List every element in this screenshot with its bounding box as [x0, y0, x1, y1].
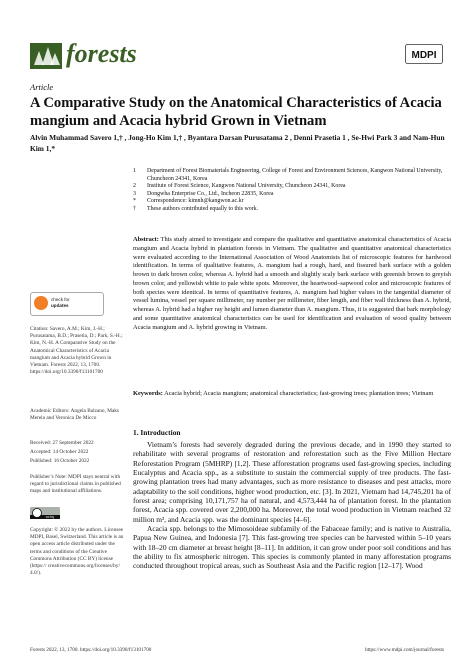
article-title: A Comparative Study on the Anatomical Characteristics of Acacia mangium and Acacia hybrid Grown in Vietnam	[30, 95, 442, 129]
equal-contribution-note: † These authors contributed equally to this work.	[133, 205, 259, 212]
keywords-label: Keywords:	[133, 390, 163, 397]
published-date: Published: 16 October 2022	[30, 458, 90, 464]
paragraph: Acacia spp. belongs to the Mimosoideae subfamily of the Fabaceae family; and is native to Australia, Papua New Guinea, and Indonesia [7]. This fast-growing tree species can be harvested within 5–10 years with 18–20 cm diameter at breast height [8–11]. In addition, it can grow under poor soil conditions and has the ability to fix atmospheric nitrogen. This species is commonly planted in many afforestation programs conducted throughout tropical areas, such as Southeast Asia and the Pacific region [12–17]. Wood	[133, 524, 451, 571]
check-updates-icon	[34, 296, 48, 310]
copyright-notice: Copyright: © 2022 by the authors. Licensee MDPI, Basel, Switzerland. This article is an open access article distributed under the terms and conditions of the Creative Commons Attribution (CC BY) license (https:// creativecommons.org/licenses/by/ 4.0/).	[30, 527, 124, 577]
page-footer	[30, 647, 444, 653]
received-date: Received: 27 September 2022	[30, 440, 94, 446]
abstract-text: This study aimed to investigate and compare the qualitative and quantitative anatomical characteristics of Acacia mangium and Acacia hybrid in plantation forests in Vietnam. The qualitative and quantitative anatomical characteristics were evaluated according to the International Association of Wood Anatomists list of microscopic features for hardwood identification. In terms of qualitative features, A. mangium had a rough, hard, and fissured bark surface with a golden brown to dark brown color, whereas A. hybrid had a smooth and slightly scaly bark surface with greenish brown to greyish brown color, and yellowish white to pale white spots. Moreover, the heartwood–sapwood color and microscopic features of both species were identical. In terms of quantitative features, A. mangium had higher values in the tangential diameter of vessel lumina, vessel per square millimeter, ray number per millimeter, fiber length, and fiber wall thickness than A. hybrid, whereas A. hybrid had a higher ray height and lumen diameter than A. mangium. Thus, it is suggested that bark morphology and some quantitative anatomical characteristics can be used for identification and evaluation of wood quality between Acacia mangium and A. hybrid growing in Vietnam.	[133, 236, 451, 331]
correspondence: * Correspondence: kimnh@kangwon.ac.kr	[133, 198, 244, 205]
accepted-date: Accepted: 14 October 2022	[30, 449, 89, 455]
affiliation-item: 2 Institute of Forest Science, Kangwon National University, Chuncheon 24341, Korea	[133, 183, 346, 190]
footer-citation: Forests 2022, 13, 1700. https://doi.org/10.3390/f13101700	[30, 647, 152, 653]
author-list: Alvin Muhammad Savero 1,† , Jong-Ho Kim 1,† , Byantara Darsan Purusatama 2 , Denni Prasetia 1 , Se-Hwi Park 3 and Nam-Hun Kim 1,*	[30, 133, 445, 153]
academic-editors: Academic Editors: Angela Balzano, Maks Merela and Veronica De Micco	[30, 408, 119, 422]
affiliation-item: 3 Dongwha Enterprise Co., Ltd., Incheon 22835, Korea	[133, 190, 274, 197]
article-type: Article	[30, 82, 54, 92]
keywords-text: Acacia hybrid; Acacia mangium; anatomical characteristics; fast-growing trees; plantation trees; Vietnam	[164, 390, 434, 397]
journal-url-link[interactable]: https://www.mdpi.com/journal/forests	[365, 647, 444, 653]
cc-by-license-icon	[30, 507, 60, 519]
journal-name: forests	[66, 39, 137, 68]
section-heading: 1. Introduction	[133, 428, 181, 437]
cc-badge-text: cc by	[45, 515, 55, 519]
paragraph: Vietnam’s forests had severely degraded during the previous decade, and in 1990 they started to rehabilitate with several programs of restoration and reforestation such as the Five Million Hectare Reforestation Program (5MHRP) [1,2]. These afforestation programs used fast-growing species, including Eucalyptus and Acacia spp., as a substitute to sustain the commercial supply of tree products. The fast-growing plantation trees had many advantages, such as more resistance to diseases and pest attacks, more adaptability to the soil conditions, higher wood production, etc. [3]. In 2021, Vietnam had 14,745,201 ha of forest area; comprising 10,171,757 ha of natural, and 4,573,444 ha of plantation forest. In the plantation forest, Acacia spp. covered over 2,200,000 ha. Moreover, the total wood production in Vietnam reached 32 million m³, and Acacia spp. was the dominant species [4–6].	[133, 440, 451, 524]
introduction-body	[133, 440, 451, 571]
citation: Citation: Savero, A.M.; Kim, J.-H.; Purusatama, B.D.; Prasetia, D.; Park, S.-H.; Kim, N.-H. A Comparative Study on the Anatomical Characteristics of Acacia mangium and Acacia hybrid Grown in Vietnam. Forests 2022, 13, 1700. https://doi.org/10.3390/f13101700	[30, 326, 123, 376]
affiliation-item: 1 Department of Forest Biomaterials Engineering, College of Forest and Environment Sciences, Kangwon National University, Chuncheon 24341, Korea	[133, 168, 443, 182]
abstract-label: Abstract:	[133, 236, 159, 243]
affiliations	[133, 168, 453, 214]
mdpi-logo-icon	[405, 44, 443, 64]
keywords	[133, 390, 451, 399]
abstract	[133, 236, 451, 332]
publisher-note: Publisher’s Note: MDPI stays neutral with regard to jurisdictional claims in published maps and institutional affiliations.	[30, 474, 121, 495]
publisher-name: MDPI	[411, 50, 437, 61]
forests-logo-icon	[30, 43, 62, 69]
check-for-updates-button[interactable]: check for updates	[30, 292, 104, 316]
